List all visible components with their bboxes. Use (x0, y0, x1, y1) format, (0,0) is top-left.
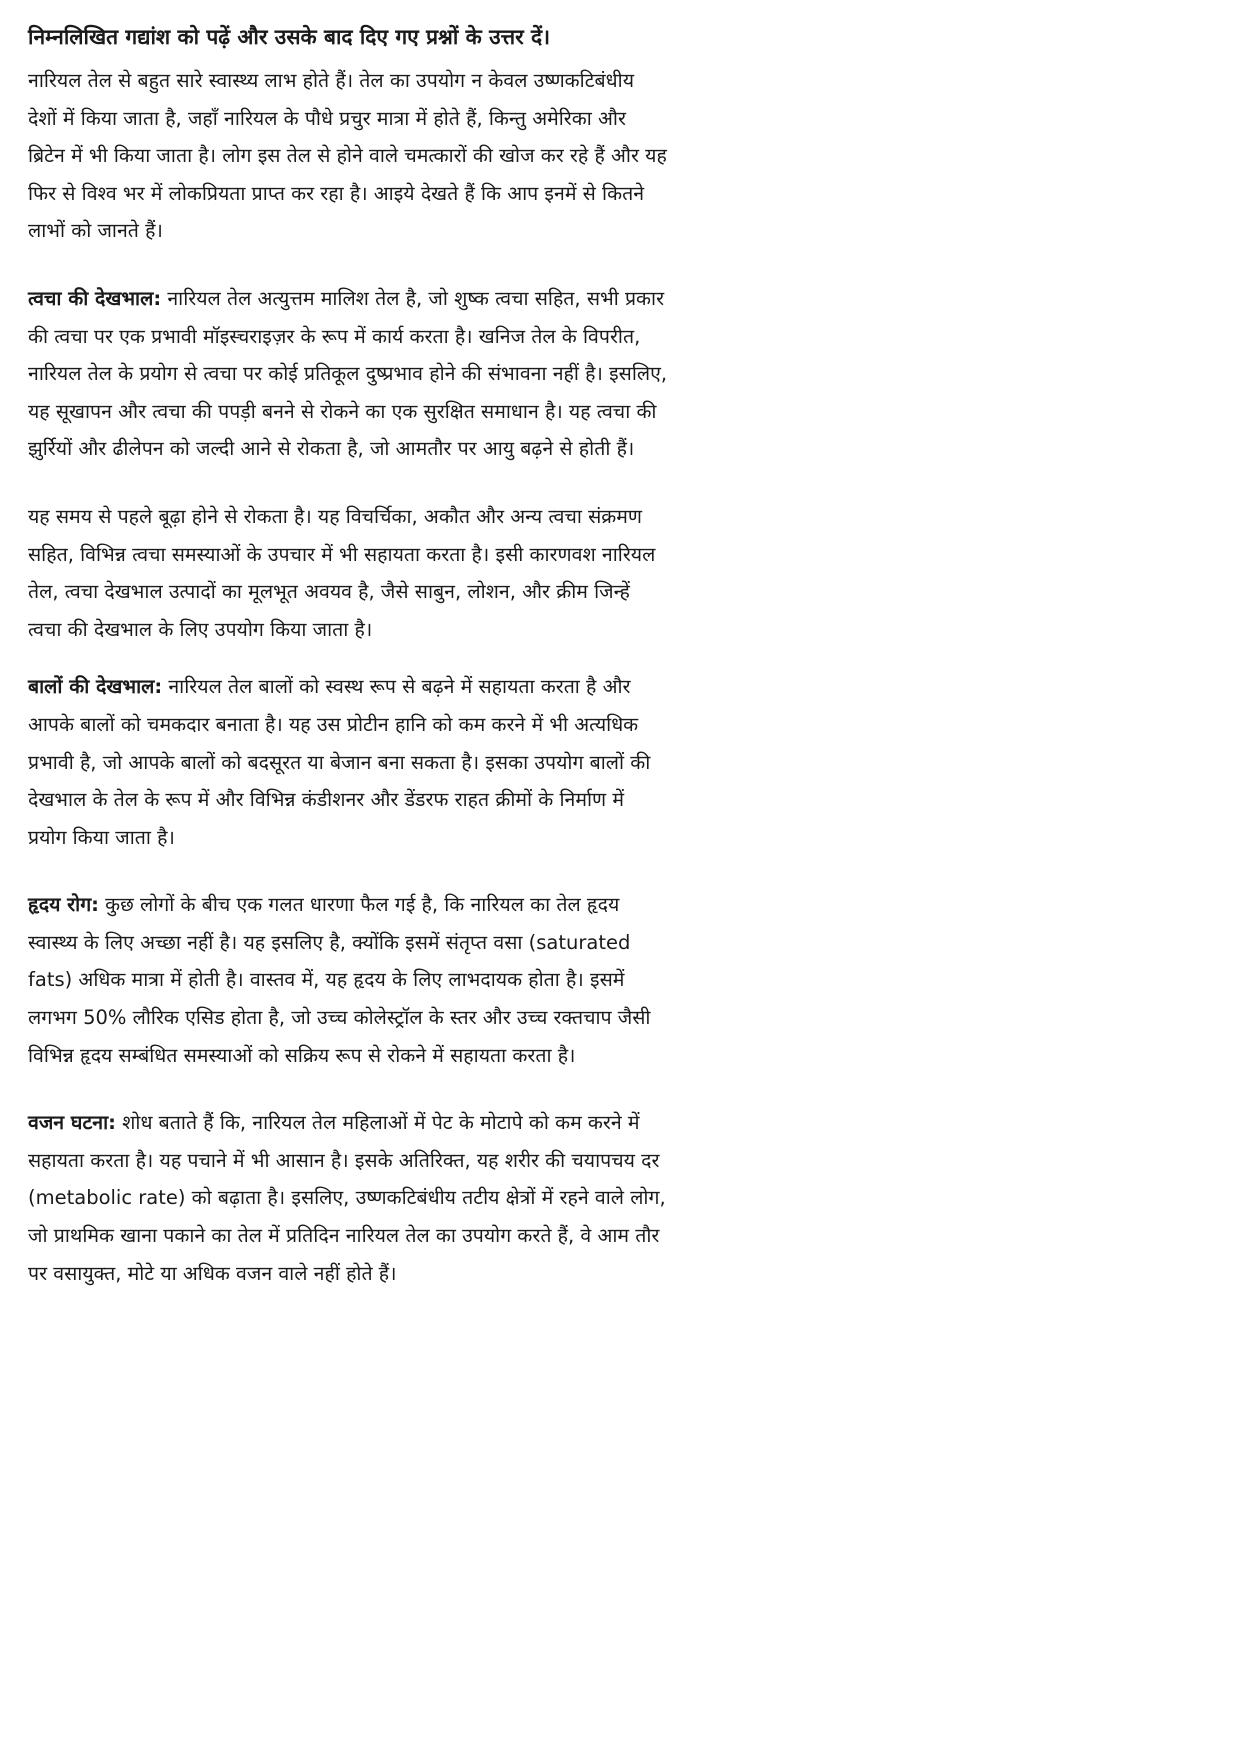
intro-paragraph: नारियल तेल से बहुत सारे स्वास्थ्य लाभ होते हैं। तेल का उपयोग न केवल उष्णकटिबंधीय देशों में किया जाता है, जहाँ नारियल के पौधे प्रचुर मात्रा में होते हैं, किन्तु अमेरिका और ब्रिटेन में भी किया जाता है। लोग इस तेल से होने वाले चमत्कारों की खोज कर रहे हैं और यह फिर से विश्व भर में लोकप्रियता प्राप्त कर रहा है। आइये देखते हैं कि आप इनमें से कितने लाभों को जानते हैं। (28, 69, 667, 243)
heart-disease-label: हृदय रोग: (28, 893, 99, 917)
skin-care-label: त्वचा की देखभाल: (28, 286, 162, 310)
spacer (28, 1074, 668, 1104)
weight-loss-paragraph (28, 1104, 668, 1292)
heart-disease-text: कुछ लोगों के बीच एक गलत धारणा फैल गई है, कि नारियल का तेल हृदय स्वास्थ्य के लिए अच्छा नहीं है। यह इसलिए है, क्योंकि इसमें संतृप्त वसा (saturated fats) अधिक मात्रा में होती है। वास्तव में, यह हृदय के लिए लाभदायक होता है। इसमें लगभग 50% लौरिक एसिड होता है, जो उच्च कोलेस्ट्रॉल के स्तर और उच्च रक्तचाप जैसी विभिन्न हृदय सम्बंधित समस्याओं को सक्रिय रूप से रोकने में सहायता करता है। (28, 893, 651, 1067)
hair-care-label: बालों की देखभाल: (28, 675, 163, 699)
spacer (28, 648, 668, 668)
heart-disease-paragraph (28, 886, 668, 1074)
spacer (28, 856, 668, 886)
weight-loss-label: वजन घटना: (28, 1111, 116, 1135)
weight-loss-text: शोध बताते हैं कि, नारियल तेल महिलाओं में पेट के मोटापे को कम करने में सहायता करता है। यह पचाने में भी आसान है। इसके अतिरिक्त, यह शरीर की चयापचय दर (metabolic rate) को बढ़ाता है। इसलिए, उष्णकटिबंधीय तटीय क्षेत्रों में रहने वाले लोग, जो प्राथमिक खाना पकाने का तेल में प्रतिदिन नारियल तेल का उपयोग करते हैं, वे आम तौर पर वसायुक्त, मोटे या अधिक वजन वाले नहीं होते हैं। (28, 1111, 666, 1285)
hair-care-paragraph (28, 668, 668, 856)
skin-care-continued-paragraph: यह समय से पहले बूढ़ा होने से रोकता है। यह विचर्चिका, अकौत और अन्य त्वचा संक्रमण सहित, विभिन्न त्वचा समस्याओं के उपचार में भी सहायता करता है। इसी कारणवश नारियल तेल, त्वचा देखभाल उत्पादों का मूलभूत अवयव है, जैसे साबुन, लोशन, और क्रीम जिन्हें त्वचा की देखभाल के लिए उपयोग किया जाता है। (28, 504, 656, 641)
spacer (28, 250, 668, 280)
skin-care-text: नारियल तेल अत्युत्तम मालिश तेल है, जो शुष्क त्वचा सहित, सभी प्रकार की त्वचा पर एक प्रभावी मॉइस्चराइज़र के रूप में कार्य करता है। खनिज तेल के विपरीत, नारियल तेल के प्रयोग से त्वचा पर कोई प्रतिकूल दुष्प्रभाव होने की संभावना नहीं है। इसलिए, यह सूखापन और त्वचा की पपड़ी बनने से रोकने का एक सुरक्षित समाधान है। यह त्वचा की झुर्रियों और ढीलेपन को जल्दी आने से रोकता है, जो आमतौर पर आयु बढ़ने से होती हैं। (28, 286, 668, 461)
skin-care-paragraph (28, 280, 668, 468)
passage-document (28, 18, 668, 1292)
hair-care-text: नारियल तेल बालों को स्वस्थ रूप से बढ़ने में सहायता करता है और आपके बालों को चमकदार बनाता है। यह उस प्रोटीन हानि को कम करने में भी अत्यधिक प्रभावी है, जो आपके बालों को बदसूरत या बेजान बना सकता है। इसका उपयोग बालों की देखभाल के तेल के रूप में और विभिन्न कंडीशनर और डेंडरफ राहत क्रीमों के निर्माण में प्रयोग किया जाता है। (28, 675, 651, 849)
spacer (28, 468, 668, 498)
passage-instruction-heading: निम्नलिखित गद्यांश को पढ़ें और उसके बाद दिए गए प्रश्नों के उत्तर दें। (28, 25, 551, 49)
